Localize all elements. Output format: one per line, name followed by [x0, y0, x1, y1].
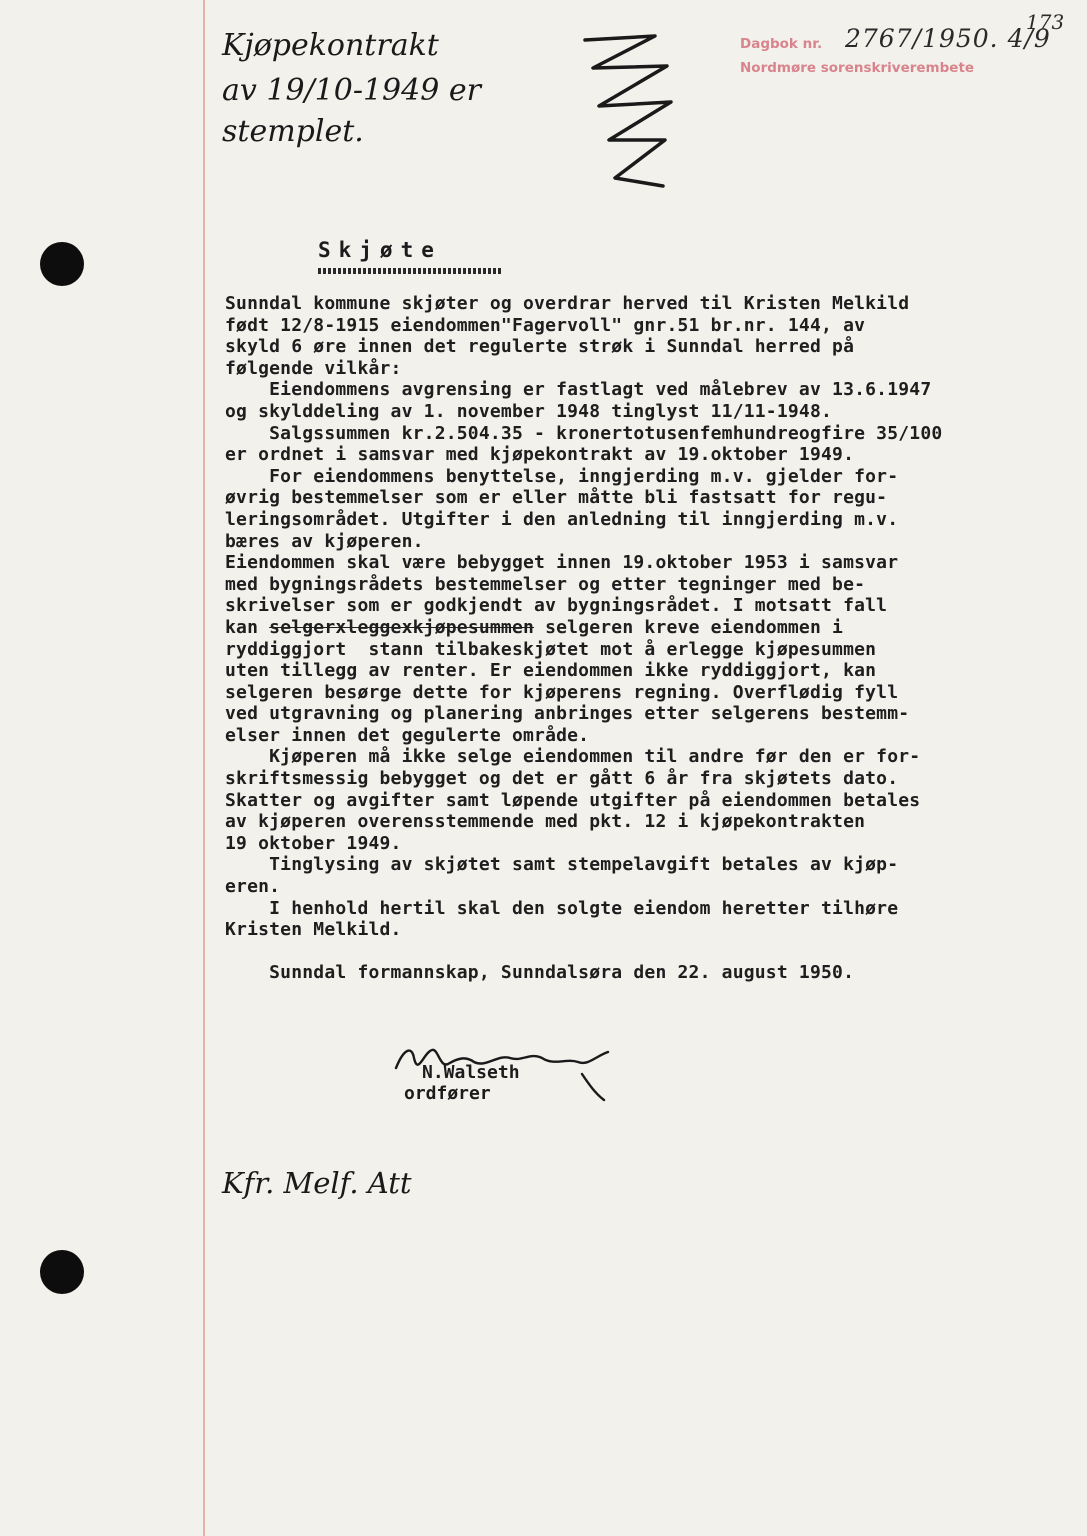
handwritten-note-line-1: Kjøpekontrakt	[222, 28, 439, 63]
stamp-number: 2767/1950. 4/9	[845, 24, 1051, 53]
scribble-mark	[575, 28, 685, 198]
body-line: av kjøperen overensstemmende med pkt. 12 i kjøpekontrakten	[225, 811, 866, 833]
bottom-handwritten-note: Kfr. Melf. Att	[222, 1166, 412, 1200]
body-line: og skylddeling av 1. november 1948 tinglyst 11/11-1948.	[225, 400, 833, 422]
body-line: eren.	[225, 876, 281, 898]
body-line: skyld 6 øre innen det regulerte strøk i Sunndal herred på	[225, 336, 855, 358]
body-line: For eiendommens benyttelse, inngjerding m.v. gjelder for-	[225, 465, 899, 487]
body-line: Eiendommens avgrensing er fastlagt ved målebrev av 13.6.1947	[225, 379, 932, 401]
handwritten-note-line-2: av 19/10-1949 er	[222, 73, 481, 108]
body-line: født 12/8-1915 eiendommen"Fagervoll" gnr.51 br.nr. 144, av	[225, 314, 866, 336]
body-line: bæres av kjøperen.	[225, 530, 424, 552]
page-number: 173	[1026, 10, 1065, 34]
body-line: skriftsmessig bebygget og det er gått 6 år fra skjøtets dato.	[225, 768, 899, 790]
body-line: Sunndal kommune skjøter og overdrar herved til Kristen Melkild	[225, 293, 910, 314]
body-line: øvrig bestemmelser som er eller måtte bli fastsatt for regu-	[225, 487, 888, 509]
body-line: Eiendommen skal være bebygget innen 19.oktober 1953 i samsvar	[225, 552, 899, 574]
body-line: 19 oktober 1949.	[225, 832, 402, 854]
body-line: elser innen det gegulerte område.	[225, 724, 590, 746]
body-line: selgeren besørge dette for kjøperens regning. Overflødig fyll	[225, 681, 899, 703]
body-line: ryddiggjort stann tilbakeskjøtet mot å erlegge kjøpesummen	[225, 638, 877, 660]
body-line: ved utgravning og planering anbringes etter selgerens bestemm-	[225, 703, 910, 725]
body-line: Skatter og avgifter samt løpende utgifter på eiendommen betales	[225, 789, 921, 811]
body-line: er ordnet i samsvar med kjøpekontrakt av 19.oktober 1949.	[225, 444, 855, 466]
margin-rule	[203, 0, 205, 1536]
signatory-title: ordfører	[404, 1083, 491, 1104]
body-line: kan selgerxleggexkjøpesummen selgeren kreve eiendommen i	[225, 616, 844, 638]
body-line: leringsområdet. Utgifter i den anledning til inngjerding m.v.	[225, 508, 899, 530]
body-line	[225, 941, 1065, 963]
body-line: Salgssummen kr.2.504.35 - kronertotusenfemhundreogfire 35/100	[225, 422, 943, 444]
body-line: skrivelser som er godkjendt av bygningsrådet. I motsatt fall	[225, 595, 888, 617]
body-line: Kjøperen må ikke selge eiendommen til andre før den er for-	[225, 746, 921, 768]
document-body	[225, 293, 1065, 984]
struck-text: selgerxleggexkjøpesummen	[269, 616, 535, 638]
body-line: med bygningsrådets bestemmelser og etter tegninger med be-	[225, 573, 866, 595]
body-line: Kristen Melkild.	[225, 919, 402, 941]
body-line: følgende vilkår:	[225, 357, 402, 379]
body-line: Tinglysing av skjøtet samt stempelavgift betales av kjøp-	[225, 854, 899, 876]
punch-hole-bottom	[40, 1250, 84, 1294]
body-line: I henhold hertil skal den solgte eiendom heretter tilhøre	[225, 897, 899, 919]
stamp-line-1: Dagbok nr.	[740, 36, 823, 52]
document-title: Skjøte	[318, 238, 442, 262]
handwritten-note-line-3: stemplet.	[222, 114, 364, 149]
body-line: Sunndal formannskap, Sunndalsøra den 22. august 1950.	[225, 962, 855, 984]
title-underline	[318, 268, 501, 274]
signatory-name: N.Walseth	[422, 1062, 520, 1083]
body-line: uten tillegg av renter. Er eiendommen ikke ryddiggjort, kan	[225, 660, 877, 682]
stamp-line-2: Nordmøre sorenskriverembete	[740, 60, 975, 76]
punch-hole-top	[40, 242, 84, 286]
